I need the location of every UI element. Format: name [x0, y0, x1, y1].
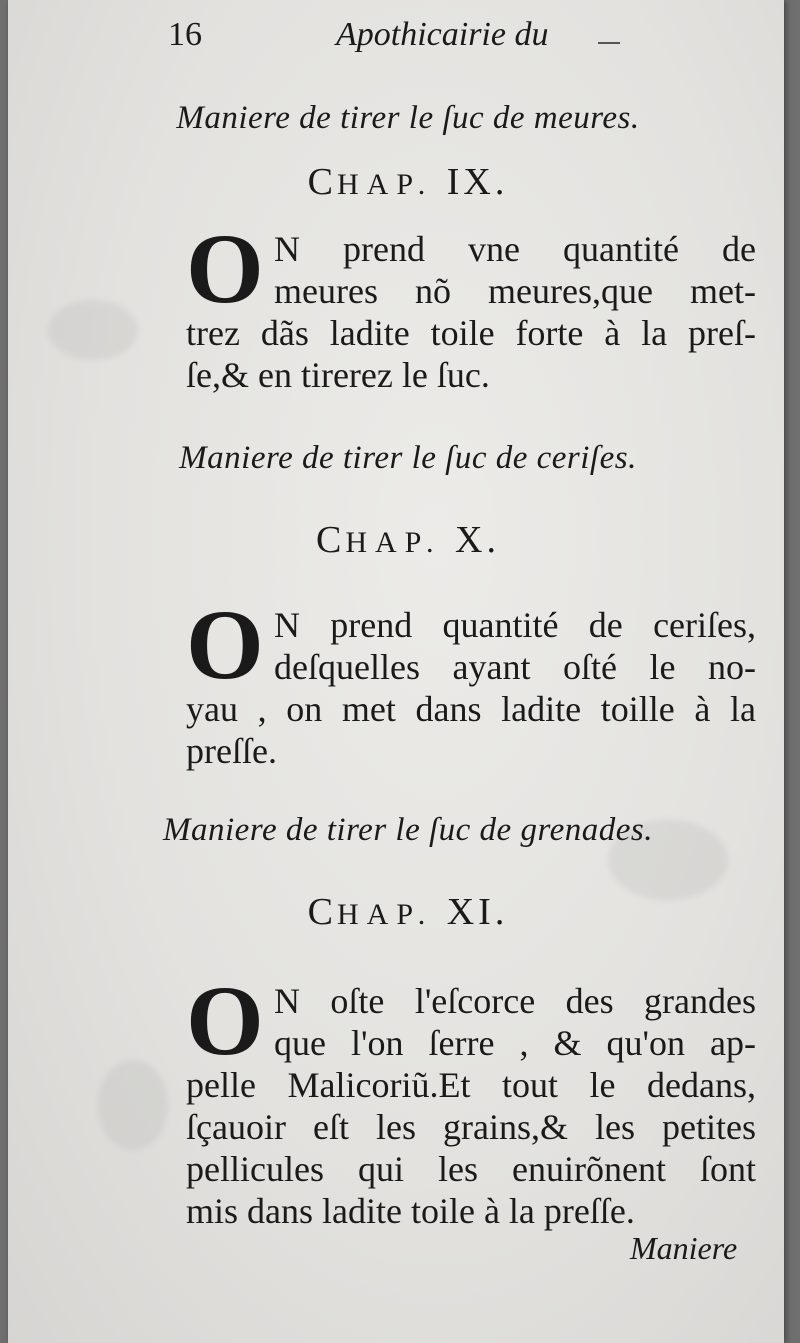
text-line: yau , on met dans ladite toille à la: [186, 689, 756, 729]
text-line: pellicules qui les enuirõnent ſont: [186, 1149, 756, 1189]
section-title: Maniere de tirer le ſuc de ceriſes.: [179, 440, 637, 476]
paragraph: [186, 589, 756, 772]
text-line: que l'on ſerre , & qu'on ap-: [274, 1023, 756, 1063]
chapter-label: HAP.: [337, 168, 434, 201]
text-line: mis dans ladite toile à la preſſe.: [186, 1191, 635, 1231]
page-number: 16: [168, 16, 202, 53]
text-line: N prend quantité de ceriſes,: [274, 605, 756, 645]
paragraph: [186, 213, 756, 396]
text-line: meures nõ meures,que met-: [274, 271, 756, 311]
paper-stain: [98, 1060, 168, 1150]
header-rule: [598, 42, 620, 44]
chapter-prefix: C: [315, 519, 346, 561]
chapter-numeral: IX.: [446, 161, 509, 203]
chapter-numeral: XI.: [446, 891, 509, 933]
page-header: [168, 16, 648, 62]
text-line: ſe,& en tirerez le ſuc.: [186, 355, 490, 395]
drop-cap: O: [186, 965, 264, 1076]
chapter-heading: [8, 160, 800, 204]
chapter-prefix: C: [307, 161, 338, 203]
running-head: Apothicairie du: [336, 16, 549, 53]
text-line: N oſte l'eſcorce des grandes: [274, 981, 756, 1021]
chapter-numeral: X.: [455, 519, 500, 561]
chapter-prefix: C: [307, 891, 338, 933]
section-title: Maniere de tirer le ſuc de grenades.: [163, 812, 653, 848]
text-line: ſçauoir eſt les grains,& les petites: [186, 1107, 756, 1147]
text-line: trez dãs ladite toile forte à la preſ-: [186, 313, 756, 353]
drop-cap: O: [186, 213, 264, 324]
text-line: pelle Malicoriũ.Et tout le dedans,: [186, 1065, 756, 1105]
text-line: preſſe.: [186, 731, 277, 771]
chapter-heading: [8, 890, 800, 934]
paper-stain: [48, 300, 138, 360]
drop-cap: O: [186, 589, 264, 700]
paragraph: [186, 965, 756, 1232]
text-line: N prend vne quantité de: [274, 229, 756, 269]
text-line: deſquelles ayant oſté le no-: [274, 647, 756, 687]
chapter-heading: [8, 518, 800, 562]
book-page: [8, 0, 784, 1343]
chapter-label: HAP.: [337, 898, 434, 931]
chapter-label: HAP.: [345, 526, 442, 559]
section-title: Maniere de tirer le ſuc de meures.: [176, 100, 640, 136]
catchword: Maniere: [630, 1230, 738, 1266]
